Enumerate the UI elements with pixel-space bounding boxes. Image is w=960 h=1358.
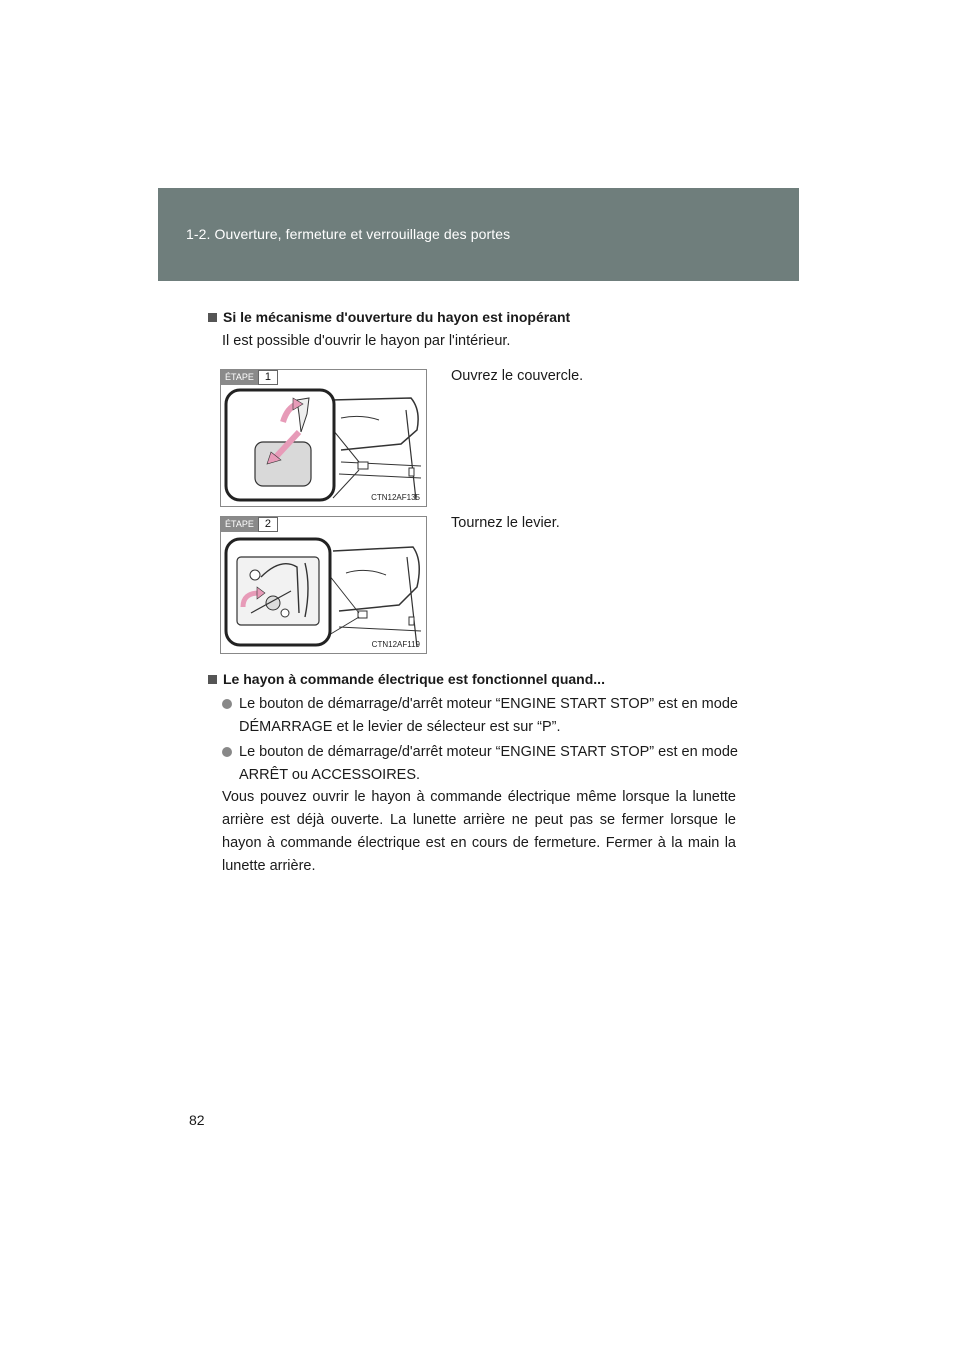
page-number: 82 [189,1112,205,1128]
step-1-text: Ouvrez le couvercle. [451,368,584,384]
list-item [222,741,742,787]
step-2-figure [220,516,427,654]
list-item-text: Le bouton de démarrage/d'arrêt moteur “ENGINE START STOP” est en mode DÉMARRAGE et le levier de sélecteur est sur “P”. [239,696,738,735]
step-badge-label: ÉTAPE [221,517,258,532]
step-badge-number: 1 [258,370,278,385]
step-badge-number: 2 [258,517,278,532]
step-2-badge [221,517,278,532]
step-badge-label: ÉTAPE [221,370,258,385]
step-1-figure [220,369,427,507]
figure-code: CTN12AF135 [371,493,420,502]
heading-text: Si le mécanisme d'ouverture du hayon est inopérant [223,309,571,325]
figure-code: CTN12AF119 [371,640,420,649]
step-2-text: Tournez le levier. [451,515,560,531]
section-heading-power-tailgate [208,671,605,687]
list-item [222,693,742,739]
bullet-dot-icon [222,699,232,709]
step-1-badge [221,370,278,385]
square-bullet-icon [208,675,217,684]
section-title: 1-2. Ouverture, fermeture et verrouillage des portes [186,226,511,242]
bullet-dot-icon [222,747,232,757]
list-item-text: Le bouton de démarrage/d'arrêt moteur “ENGINE START STOP” est en mode ARRÊT ou ACCESSOIRES. [239,744,738,783]
heading-text: Le hayon à commande électrique est fonctionnel quand... [223,671,605,687]
note-paragraph: Vous pouvez ouvrir le hayon à commande électrique même lorsque la lunette arrière est déjà ouverte. La lunette arrière ne peut pas se fermer lorsque le hayon à commande électrique est en cours de fermeture. Fermer à la main la lunette arrière. [222,789,736,874]
section-heading-inoperative [208,309,570,325]
square-bullet-icon [208,313,217,322]
intro-paragraph: Il est possible d'ouvrir le hayon par l'intérieur. [222,333,511,349]
header-band [158,188,799,281]
lever-turn-illustration [221,517,427,654]
cover-open-illustration [221,370,427,507]
